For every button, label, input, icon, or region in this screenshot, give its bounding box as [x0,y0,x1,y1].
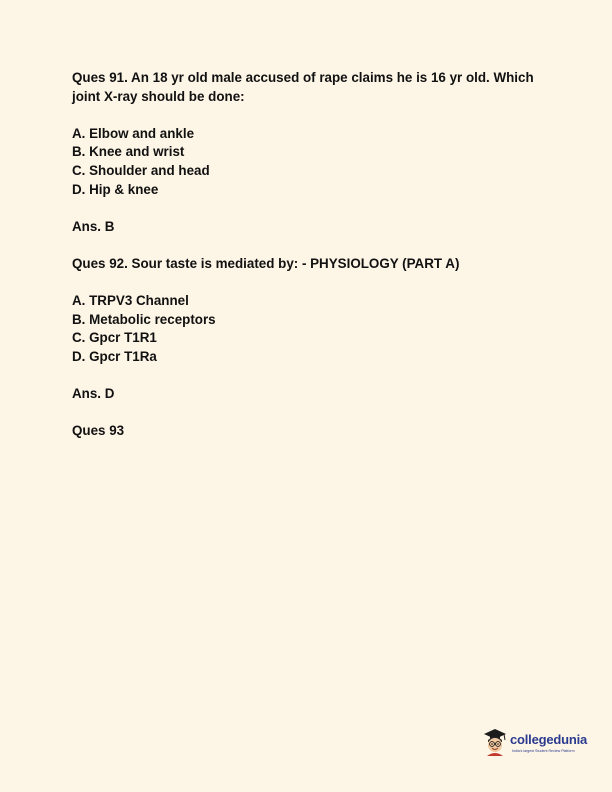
question-91-option-b: B. Knee and wrist [72,144,185,160]
question-91-option-c: C. Shoulder and head [72,162,210,178]
question-92-option-d: D. Gpcr T1Ra [72,348,157,364]
question-92-text: Ques 92. Sour taste is mediated by: - PHYSIOLOGY (PART A) [72,255,460,271]
question-93-text: Ques 93 [72,423,125,439]
question-92-option-a: A. TRPV3 Channel [72,293,189,309]
collegedunia-logo [482,728,592,758]
question-91-text: Ques 91. An 18 yr old male accused of rape claims he is 16 yr old. Which joint X-ray should be done: [72,70,534,104]
question-92-option-b: B. Metabolic receptors [72,311,216,327]
question-91-option-a: A. Elbow and ankle [72,125,195,141]
question-91-option-d: D. Hip & knee [72,181,159,197]
student-mascot-icon [482,728,508,756]
question-92-answer: Ans. D [72,386,115,402]
logo-wordmark: collegedunia [510,732,588,747]
document-body [72,69,552,441]
question-91-answer: Ans. B [72,218,115,234]
question-92-option-c: C. Gpcr T1R1 [72,330,157,346]
logo-tagline: India's largest Student Review Platform [512,749,575,753]
question-91-options [72,125,552,199]
question-92-options [72,292,552,366]
